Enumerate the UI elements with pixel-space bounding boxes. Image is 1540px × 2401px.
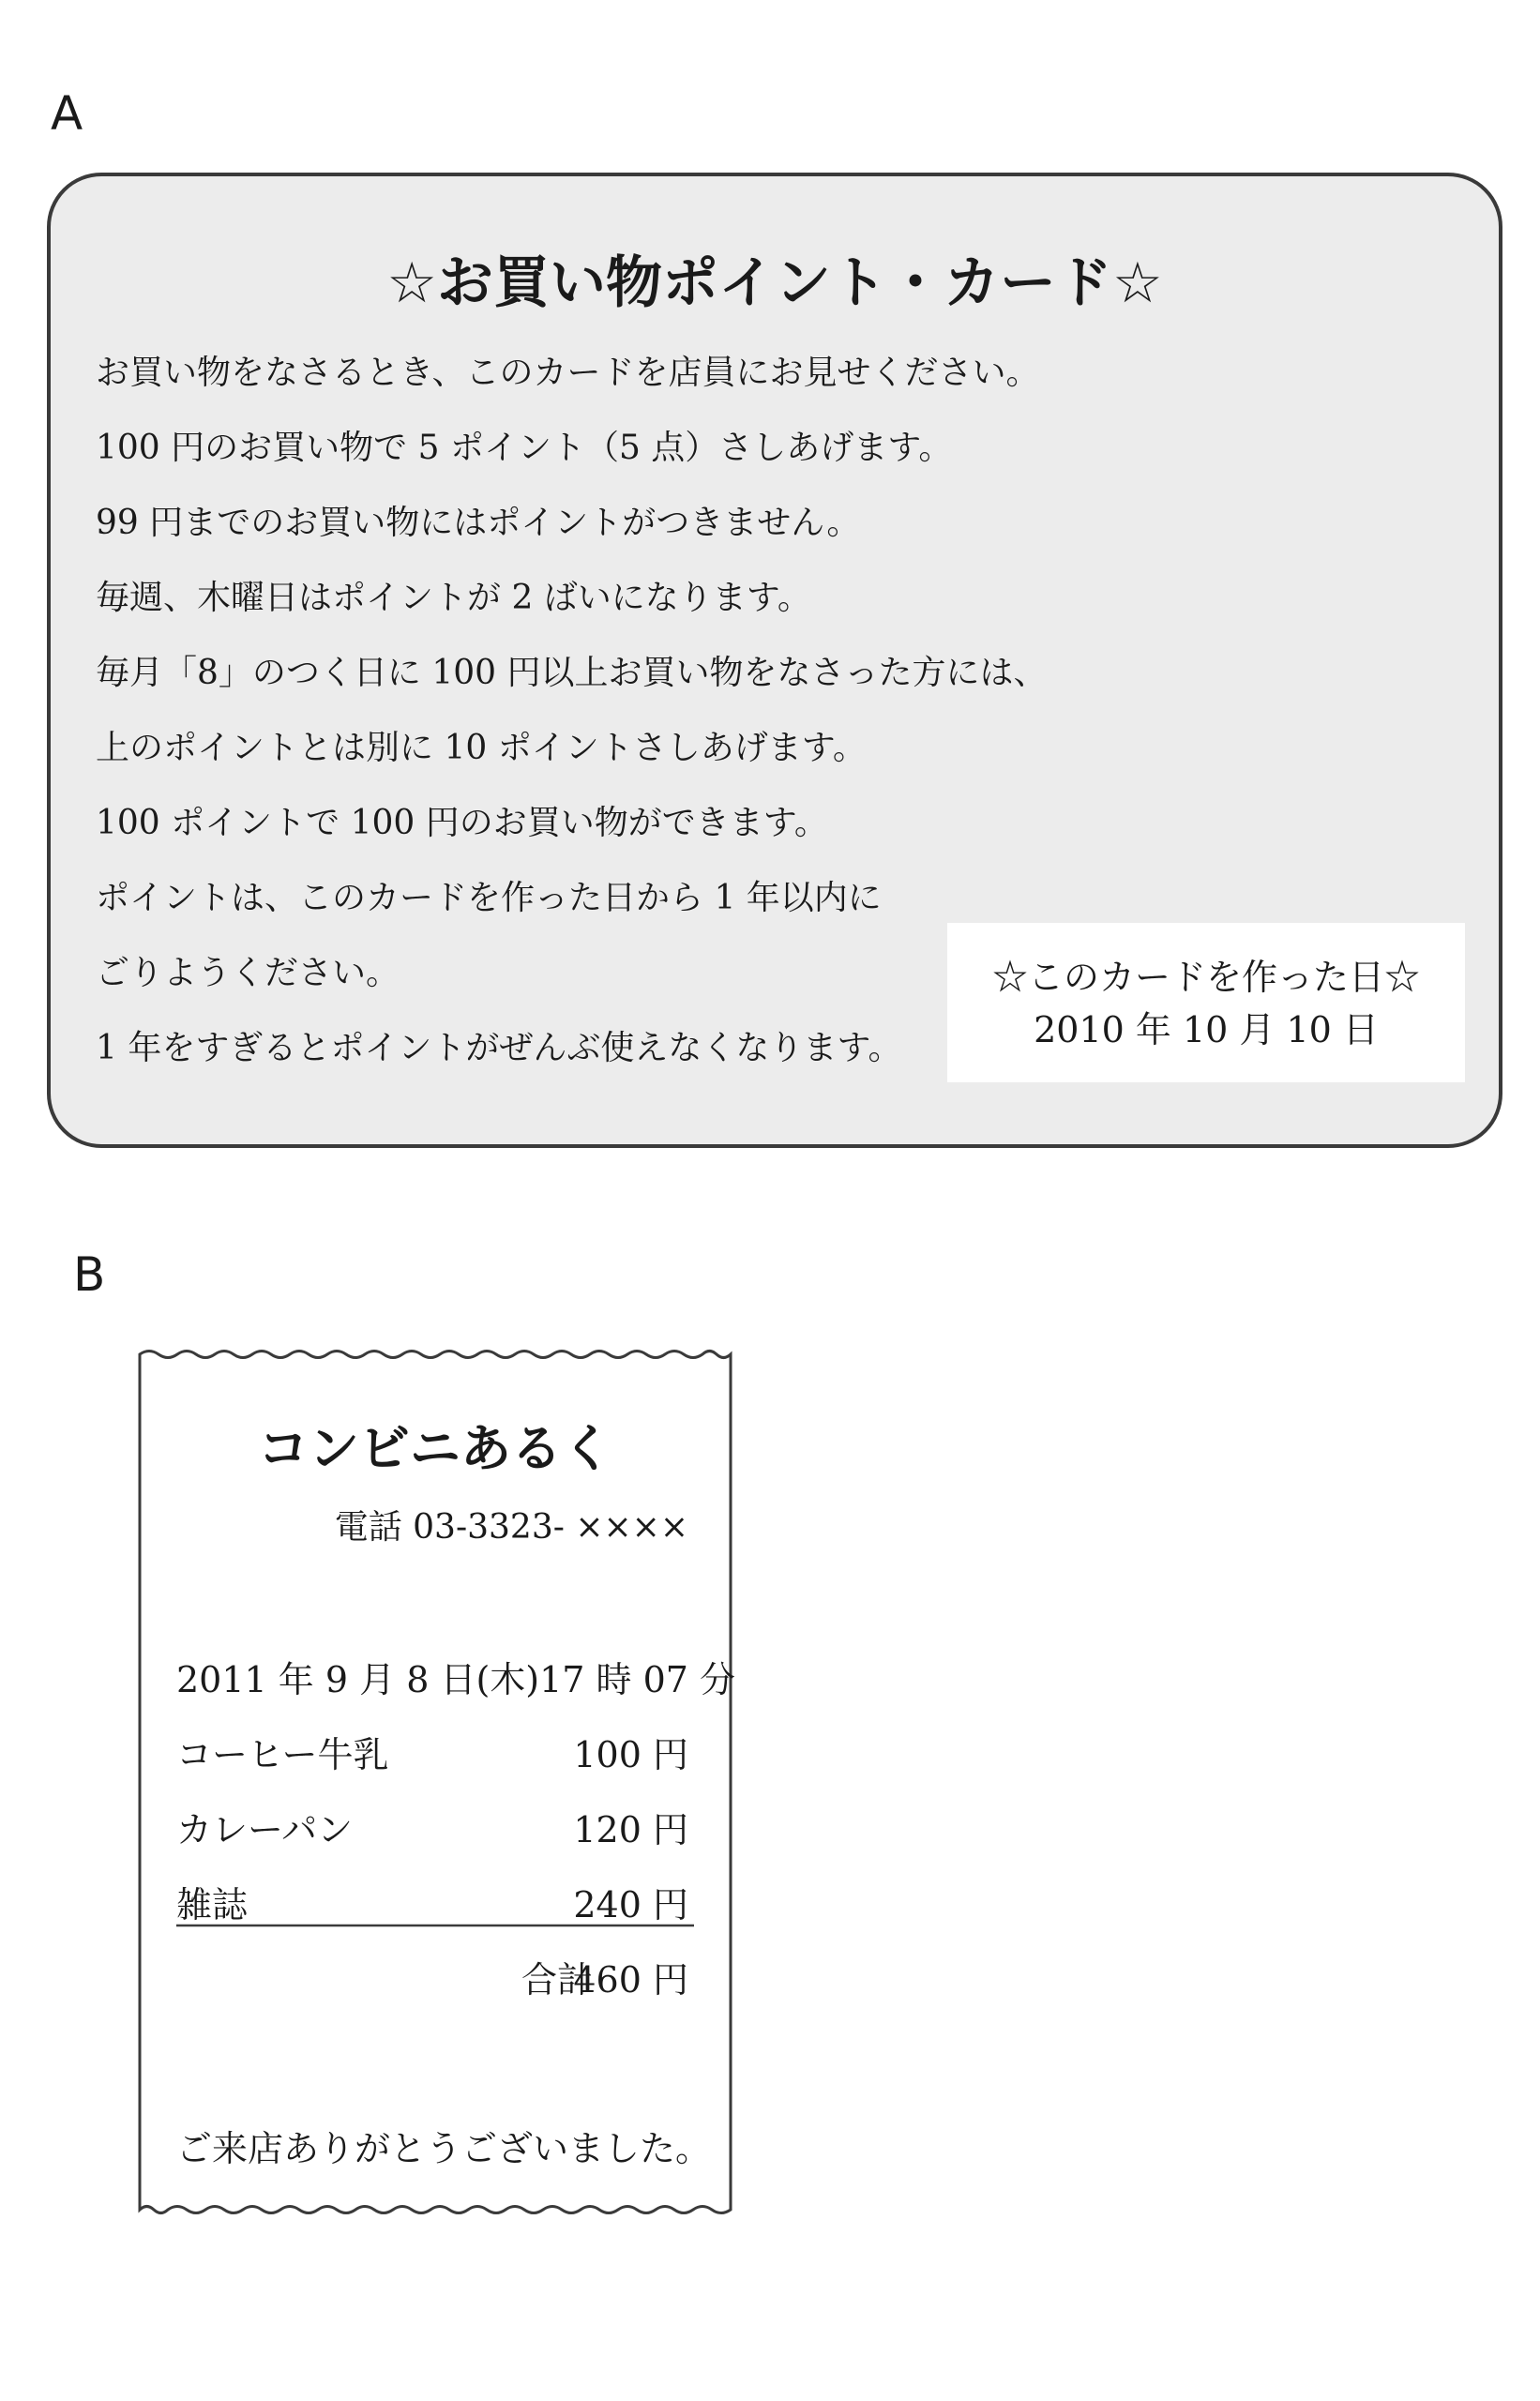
- receipt-store-name: コンビニあるく: [258, 1419, 612, 1478]
- section-label-a: A: [51, 86, 83, 141]
- receipt-item-price: 120 円: [573, 1809, 688, 1850]
- card-rule-line: 100 ポイントで 100 円のお買い物ができます。: [96, 804, 828, 842]
- card-rule-line: 上のポイントとは別に 10 ポイントさしあげます。: [96, 729, 867, 767]
- receipt-total-label: 合計: [521, 1959, 593, 2001]
- point-card: [47, 173, 1502, 1148]
- receipt-item-price: 240 円: [573, 1884, 688, 1925]
- receipt-item-name: コーヒー牛乳: [176, 1734, 389, 1775]
- card-rule-line: ごりようください。: [96, 954, 400, 992]
- receipt-datetime: 2011 年 9 月 8 日(木)17 時 07 分: [176, 1659, 736, 1700]
- receipt-item-name: 雑誌: [176, 1884, 249, 1925]
- receipt-phone: 電話 03-3323- ××××: [334, 1508, 688, 1547]
- receipt-thanks: ご来店ありがとうございました。: [176, 2128, 712, 2169]
- card-rule-line: 1 年をすぎるとポイントがぜんぶ使えなくなります。: [96, 1029, 902, 1067]
- card-rule-line: ポイントは、このカードを作った日から 1 年以内に: [96, 879, 882, 917]
- card-title: ☆お買い物ポイント・カード☆: [386, 250, 1163, 316]
- section-label-b: B: [73, 1247, 106, 1302]
- receipt: [137, 1332, 736, 2232]
- card-rule-line: 100 円のお買い物で 5 ポイント（5 点）さしあげます。: [96, 429, 953, 467]
- card-created-date-heading: ☆このカードを作った日☆: [991, 957, 1420, 998]
- receipt-item-price: 100 円: [573, 1734, 688, 1775]
- card-created-date-value: 2010 年 10 月 10 日: [1034, 1009, 1379, 1050]
- receipt-total-value: 460 円: [573, 1959, 688, 2001]
- card-rule-line: 毎月「8」のつく日に 100 円以上お買い物をなさった方には、: [96, 654, 1048, 692]
- card-rule-line: お買い物をなさるとき、このカードを店員にお見せください。: [96, 354, 1040, 392]
- receipt-item-name: カレーパン: [176, 1809, 354, 1850]
- card-rule-line: 99 円までのお買い物にはポイントがつきません。: [96, 504, 861, 542]
- card-rule-line: 毎週、木曜日はポイントが 2 ばいになります。: [96, 579, 811, 617]
- card-created-date-box: [947, 923, 1465, 1082]
